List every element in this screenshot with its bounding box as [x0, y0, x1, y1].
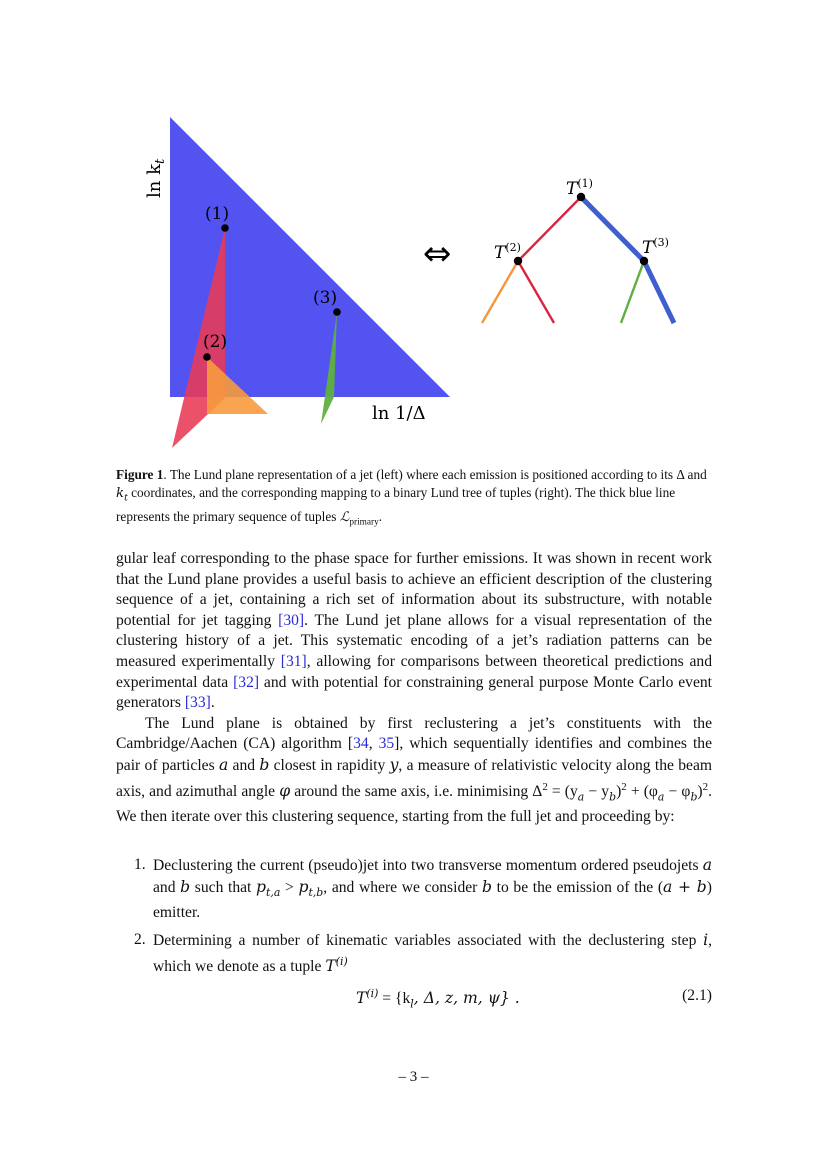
citation-30[interactable]: [30] — [278, 611, 305, 629]
citation-31[interactable]: [31] — [280, 652, 307, 670]
tree-node-3-label: $T^{(3)}$ — [642, 236, 669, 258]
citation-33[interactable]: [33] — [184, 694, 211, 712]
citation-32[interactable]: [32] — [233, 673, 260, 691]
emission-1-point — [221, 224, 229, 232]
page-number: – 3 – — [398, 1069, 429, 1085]
caption-label: Figure 1 — [116, 467, 164, 482]
lund-figure-svg — [0, 0, 827, 460]
list-item-2: 2. Determining a number of kinematic variables associated with the declustering step i, which we denote as a tuple $T^{(i)}$ — [134, 931, 712, 975]
emission-3-label: (3) — [313, 288, 338, 308]
list-item-1: 1. Declustering the current (pseudo)jet into two transverse momentum ordered pseudojets a and b such that $p_{t,a} > p_{t,b}$, and where we consider b to be the emission of the (a + b) emitter. — [134, 856, 712, 922]
y-axis-label — [144, 158, 168, 198]
figure-caption: Figure 1. The Lund plane representation of a jet (left) where each emission is positioned according to its Δ and $k_t$ coordinates, and the corresponding mapping to a binary Lund tree of tuples (right). The thick blue line represents the primary sequence of tuples ℒ$_{primary}$. — [116, 467, 707, 528]
emission-3-point — [333, 308, 341, 316]
figure-1 — [0, 0, 827, 460]
tree-branch-1-3 — [581, 197, 644, 261]
tree-branch-3-right — [644, 261, 674, 323]
tree-branch-2-right — [518, 261, 554, 323]
tree-branch-3-left — [621, 261, 644, 323]
equation-2-1 — [116, 987, 712, 1011]
citation-35[interactable]: 35 — [378, 735, 395, 753]
equivalence-symbol: ⇔ — [423, 234, 452, 274]
tree-node-2-label: $T^{(2)}$ — [494, 241, 521, 263]
svg-text:ln kt: $\ln k_t$ — [144, 158, 168, 198]
x-axis-label: ln 1/Δ — [372, 403, 426, 424]
tree-node-3 — [640, 257, 648, 265]
body-text — [116, 549, 712, 828]
paragraph-2: The Lund plane is obtained by first reclustering a jet’s constituents with the Cambridge/Aachen (CA) algorithm [34, 35], which sequentially identifies and combines the pair of particles a and b closest in rapidity y, a measure of relativistic velocity along the beam axis, and azimuthal angle φ around the same axis, i.e. minimising $\Delta^2 = (y_a - y_b)^2 + (\varphi_a - \varphi_b)^2$. We then iterate over this clustering sequence, starting from the full jet and proceeding by: — [116, 714, 713, 826]
emission-2-point — [203, 353, 211, 361]
tree-node-2 — [514, 257, 522, 265]
emission-2-label: (2) — [203, 332, 228, 352]
tree-branch-2-left — [482, 261, 518, 323]
tree-branch-1-2 — [518, 197, 581, 261]
equation-body: $T^{(i)} = \{k_l$, Δ, z, m, ψ} . — [356, 987, 520, 1011]
tree-node-1 — [577, 193, 585, 201]
tree-node-1-label: $T^{(1)}$ — [566, 177, 593, 199]
paragraph-1: gular leaf corresponding to the phase space for further emissions. It was shown in recent work that the Lund plane provides a useful basis to achieve an efficient description of the clustering sequence of a jet, containing a rich set of information about its substructure, with notable potential for jet tagging [30]. The Lund jet plane allows for a visual representation of the clustering history of a jet. This systematic encoding of a jet’s radiation patterns can be measured experimentally [31], allowing for comparisons between theoretical predictions and experimental data [32] and with potential for constraining general purpose Monte Carlo event generators [33]. — [116, 550, 712, 712]
citation-34[interactable]: 34 — [353, 735, 369, 753]
emission-1-label: (1) — [205, 204, 230, 224]
equation-number: (2.1) — [682, 987, 712, 1004]
